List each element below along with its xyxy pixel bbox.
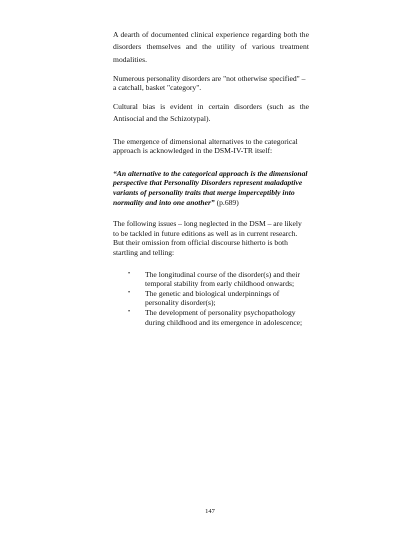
text-column xyxy=(113,29,309,327)
issue-item-childhood-development xyxy=(125,308,309,327)
bullet-icon: • xyxy=(128,308,131,315)
issue-item-longitudinal-course xyxy=(125,270,309,289)
paragraph-dimensional-alternatives: The emergence of dimensional alternatives to the categorical approach is acknowledged in the DSM-IV-TR itself: xyxy=(113,136,298,156)
paragraph-clinical-experience: A dearth of documented clinical experience regarding both the disorders themselves and the utility of various treatment modalities. xyxy=(113,30,309,64)
bullet-icon: • xyxy=(128,270,131,277)
issue-text: The genetic and biological underpinnings of personality disorder(s); xyxy=(145,288,280,308)
page-number: 147 xyxy=(205,508,215,515)
issues-list xyxy=(113,270,309,328)
issue-text: The longitudinal course of the disorder(s) and their temporal stability from early childhood onwards; xyxy=(145,269,300,289)
dsm-quote-text: “An alternative to the categorical approach is the dimensional perspective that Personality Disorders represent maladaptive variants of personality traits that merge imperceptibly into normality and into one another” xyxy=(113,168,308,207)
issue-text: The development of personality psychopathology during childhood and its emergence in adolescence; xyxy=(145,307,303,327)
paragraph-cultural-bias: Cultural bias is evident in certain disorders (such as the Antisocial and the Schizotypal). xyxy=(113,102,309,124)
paragraph-neglected-issues: The following issues – long neglected in the DSM – are likely to be tackled in future editions as well as in current research. But their omission from official discourse hitherto is both startling and telling: xyxy=(113,219,302,258)
paragraph-dsm-quote xyxy=(113,169,309,207)
paragraph-not-otherwise-specified: Numerous personality disorders are "not otherwise specified" – a catchall, basket "category". xyxy=(113,73,306,93)
bullet-icon: • xyxy=(128,289,131,296)
issue-item-genetic-underpinnings xyxy=(125,289,309,308)
dsm-quote-citation: (p.689) xyxy=(214,197,239,207)
